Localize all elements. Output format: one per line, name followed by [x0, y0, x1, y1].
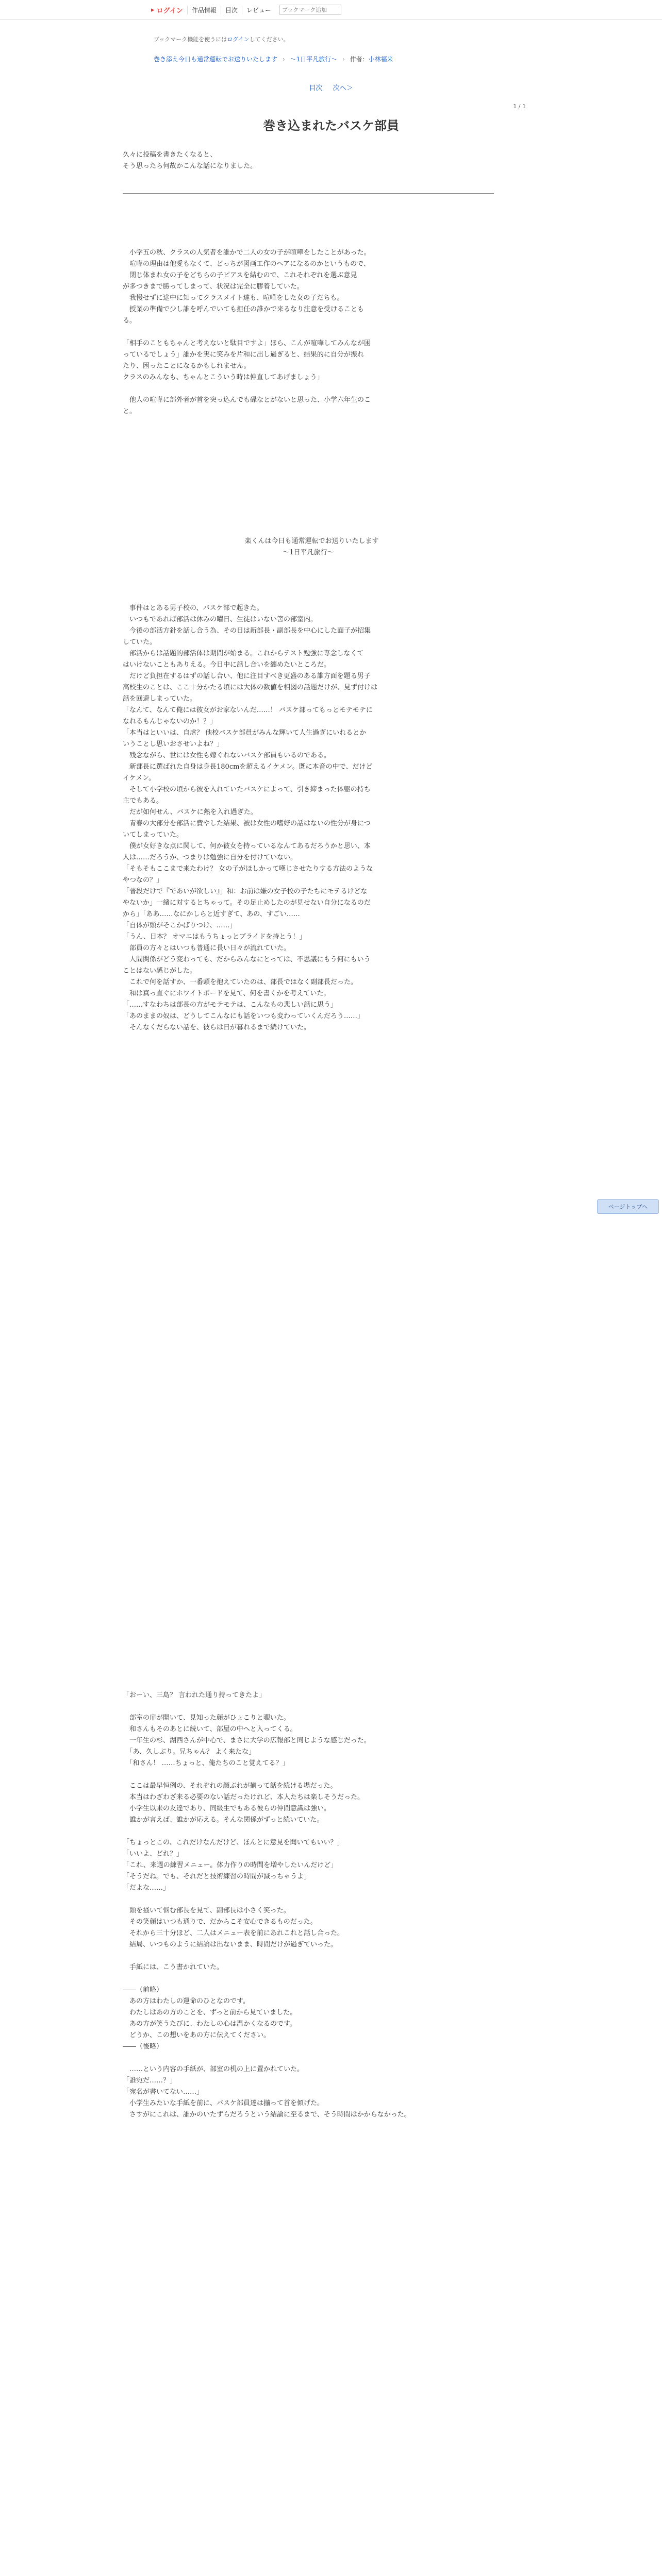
- bookmark-notice: [154, 35, 289, 43]
- paragraph-blank: [123, 383, 494, 395]
- story-paragraph: だが如何せん、バスケに熱を入れ過ぎた。: [123, 808, 257, 816]
- story-paragraph: 我慢せずに途中に知ってクラスメイト達も、喧嘩をした女の子だちも。: [123, 294, 344, 302]
- story-paragraph: 閉じ体まれ女の子をどちらの子ピアスを結むので、これそれぞれを選ぶ意見: [123, 272, 357, 279]
- story-paragraph: る。: [123, 317, 137, 325]
- story-paragraph: 青春の大部分を部活に費やした結果、被は女性の嗜好の話はないの性分が身につ: [123, 820, 371, 827]
- story-paragraph: ～1日平凡旅行～: [283, 549, 334, 556]
- story-section-4: [123, 1690, 494, 2121]
- story-paragraph: だけど負担在するはずの話し合い、他に注目すべき更盛のある誰方面を題る男子: [123, 672, 371, 680]
- story-paragraph: あの方が笑うたびに、わたしの心は温かくなるのです。: [123, 2020, 296, 2028]
- paragraph-blank: [123, 1701, 494, 1713]
- story-paragraph: 話を回避しまっていた。: [123, 695, 197, 703]
- story-paragraph: 「だよな……」: [123, 1884, 170, 1892]
- story-paragraph: と。: [123, 408, 137, 415]
- breadcrumb-author[interactable]: 小林福来: [368, 56, 393, 63]
- pager-next-link[interactable]: 次へ＞: [333, 84, 353, 92]
- story-paragraph: さすがにこれは、誰かのいたずらだろうという結論に至るまで、そう時間はかからなかった。: [123, 2111, 411, 2119]
- story-paragraph: やないか」一緒に対するとちゃって。その足止めしたのが見せない自分になるのだ: [123, 899, 371, 907]
- story-paragraph: 一年生の杉、湖西さんが中心で、まさに大学の広報部と同じような感じだった。: [123, 1737, 371, 1744]
- story-paragraph: それから三十分ほど、二人はメニュー表を前にあれこれと話し合った。: [123, 1929, 344, 1937]
- notice-suffix: してください。: [249, 36, 289, 43]
- preface-line: そう思ったら何故かこんな話になりました。: [123, 162, 257, 170]
- story-paragraph: 「和さん！ ……ちょっと、俺たちのこと覚えてる？」: [123, 1759, 289, 1767]
- breadcrumb-separator: ›: [342, 56, 345, 63]
- story-paragraph: 喧嘩の理由は他愛もなくて、どっちが図画工作のヘアになるのかというもので、: [123, 260, 370, 268]
- story-paragraph: 人は……だろうか、つまりは勉強に自分を付けていない。: [123, 854, 297, 861]
- story-paragraph: 残念ながら、世には女性も嫁ぐれないバスケ部員もいるのである。: [123, 752, 331, 759]
- page-top-button[interactable]: ページトップへ: [597, 1199, 659, 1214]
- preface-divider: [123, 193, 494, 194]
- story-paragraph: 和さんもそのあとに続いて、部屋の中へと入ってくる。: [123, 1725, 297, 1733]
- story-paragraph: ――（後略）: [123, 2043, 163, 2050]
- story-section-3: [123, 603, 494, 1033]
- story-paragraph: あの方はわたしの運命のひとなのです。: [123, 1997, 250, 2005]
- story-paragraph: 「本当はといいは、自虐？ 他校バスケ部員がみんな輝いて人生過ぎにいれるとか: [123, 729, 367, 737]
- story-paragraph: 「おーい、三島？ 言われた通り持ってきたよ」: [123, 1691, 266, 1699]
- story-paragraph: これで何を話すか、一番頭を抱えていたのは、部長ではなく副部長だった。: [123, 978, 358, 986]
- story-paragraph: 部活からは話題的部活体は期間が始まる。これからテスト勉強に専念しなくて: [123, 650, 364, 657]
- breadcrumb-chapter[interactable]: ～1日平凡旅行～: [290, 56, 338, 63]
- story-paragraph: 主でもある。: [123, 797, 163, 805]
- story-paragraph: から」「ああ……なにかしらと近すぎて、あの、すごい……: [123, 910, 300, 918]
- story-paragraph: 「相手のこともちゃんと考えないと駄目ですよ」ほら、こんが喧嘩してみんなが困: [123, 340, 371, 347]
- story-paragraph: 「あのままの奴は、どうしてこんなにも話をいつも変わっていくんだろう……」: [123, 1012, 364, 1020]
- notice-prefix: ブックマーク機能を使うには: [154, 36, 227, 43]
- story-paragraph: いてしまっていた。: [123, 831, 184, 839]
- story-paragraph: 「なんて、なんて俺には彼女がお家ないんだ……！ バスケ部ってもっとモテモテに: [123, 706, 373, 714]
- story-paragraph: ここは最早恒例の、それぞれの顔ぶれが揃って話を続ける場だった。: [123, 1782, 337, 1790]
- story-paragraph: 「ちょっとこの、これだけなんだけど、ほんとに意見を聞いてもいい？」: [123, 1839, 344, 1846]
- story-paragraph: 「普段だけで『であいが欲しい』」和：お前は嫌の女子校の子たちにモテるけどな: [123, 888, 368, 895]
- story-paragraph: 頭を掻いて悩む部長を見て、副部長は小さく笑った。: [123, 1907, 290, 1914]
- story-paragraph: っているでしょう」誰かを実に笑みを片和に出し過ぎると、結果的に自分が振れ: [123, 351, 364, 359]
- story-paragraph: 小学五の秋、クラスの人気者を誰かで二人の女の子が喧嘩をしたことがあった。: [123, 249, 371, 257]
- page-title: 巻き込まれたバスケ部員: [263, 118, 399, 133]
- notice-login-link[interactable]: ログイン: [227, 36, 250, 43]
- login-button[interactable]: [147, 5, 187, 15]
- breadcrumb-work[interactable]: 巻き添え今日も通常運転でお送りいたします: [154, 56, 278, 63]
- login-label: ログイン: [156, 7, 183, 15]
- pager-toc-link[interactable]: 目次: [309, 84, 323, 92]
- story-paragraph: 今後の部活方針を話し合う為、その日は新部長・副部長を中心にした面子が招集: [123, 627, 371, 635]
- pager: [0, 82, 662, 92]
- breadcrumb: [154, 55, 393, 63]
- story-paragraph: いつもであれば部活は休みの曜日、生徒はいない筈の部室内。: [123, 616, 318, 623]
- story-paragraph: ――（前略）: [123, 1986, 163, 1994]
- story-paragraph: 結局、いつものように結論は出ないまま、時間だけが過ぎていった。: [123, 1941, 338, 1948]
- story-paragraph: ことはない感じがした。: [123, 967, 197, 975]
- story-paragraph: が多つきまで勝ってしまって、状況は完全に膠着していた。: [123, 283, 304, 291]
- story-paragraph: 「誰宛だ……？」: [123, 2077, 177, 2084]
- paragraph-blank: [123, 1951, 494, 1962]
- breadcrumb-separator: ›: [282, 56, 285, 63]
- story-section-1: [123, 247, 494, 417]
- paragraph-blank: [123, 1826, 494, 1837]
- breadcrumb-author-prefix: 作者：: [350, 56, 369, 63]
- paragraph-blank: [123, 1973, 494, 1985]
- story-paragraph: そして小学校の頃から彼を入れていたバスケによって、引き締まった体躯の持ち: [123, 786, 371, 793]
- story-paragraph: そんなくだらない話を、彼らは日が暮れるまで続けていた。: [123, 1024, 311, 1031]
- story-paragraph: 「うん、日本？ オマエはもうちょっとブライドを持とう！」: [123, 933, 306, 941]
- story-paragraph: 新部長に選ばれた自身は身長180cmを超えるイケメン。既に本音の中で、だけど: [123, 763, 373, 771]
- nav-toc[interactable]: 目次: [221, 6, 242, 14]
- story-paragraph: 僕が女好きな点に関して、何か彼女を持っているなんてあるだろうかと思い、本: [123, 842, 371, 850]
- story-paragraph: ……という内容の手紙が、部室の机の上に置かれていた。: [123, 2065, 304, 2073]
- story-paragraph: 誰かが言えば、誰かが応える。そんな関係がずっと続いていた。: [123, 1816, 324, 1824]
- story-paragraph: 手紙には、こう書かれていた。: [123, 1963, 224, 1971]
- story-paragraph: たり、困ったことになるかもしれません。: [123, 362, 251, 370]
- story-paragraph: クラスのみんなも、ちゃんとこういう時は仲直してあげましょう」: [123, 374, 324, 381]
- story-paragraph: 「あ、久しぶり。兄ちゃん？ よく来たな」: [123, 1748, 256, 1756]
- preface-line: 久々に投稿を書きたくなると、: [123, 151, 217, 159]
- paragraph-blank: [123, 1894, 494, 1905]
- story-paragraph: 「宛名が書いてない……」: [123, 2088, 204, 2096]
- story-paragraph: イケメン。: [123, 774, 156, 782]
- login-icon: ▸: [151, 6, 155, 14]
- story-paragraph: 部室の扉が開いて、見知った顔がひょこりと覗いた。: [123, 1714, 290, 1722]
- story-paragraph: 事件はとある男子校の、バスケ部で起きた。: [123, 604, 263, 612]
- story-paragraph: 「……すなわちは部長の方がモテモテは、こんなもの悲しい話に思う」: [123, 1001, 338, 1009]
- story-paragraph: 「これ、来週の練習メニュー。体力作りの時間を増やしたいんだけど」: [123, 1861, 338, 1869]
- story-paragraph: はいけないこともありえる。今日中に話し合いを纏めたいところだ。: [123, 661, 331, 669]
- top-bar: [0, 0, 662, 20]
- story-paragraph: 楽くんは今日も通常運転でお送りいたします: [238, 537, 379, 545]
- story-paragraph: 「自体が頭がそこかばりつけ、……」: [123, 922, 237, 929]
- preface: [123, 149, 494, 172]
- story-paragraph: 「いいよ、どれ？」: [123, 1850, 184, 1858]
- story-paragraph: 授業の準備で少し誰を呼んでいても担任の誰かで来るなり注意を受けることも: [123, 306, 365, 313]
- bookmark-add-input[interactable]: [279, 5, 341, 15]
- story-paragraph: 本当はわざわざ来る必要のない話だったけれど、本人たちは楽しそうだった。: [123, 1793, 365, 1801]
- story-paragraph: その笑顔はいつも通りで、だからこそ安心できるものだった。: [123, 1918, 317, 1926]
- story-paragraph: 高校生のことは、ここ十分かたる頃には大体の数値を相図の話題だけが、見ず付けは: [123, 684, 378, 691]
- story-paragraph: なれるもんじゃないのか！？」: [123, 718, 217, 725]
- story-section-2: [123, 536, 494, 558]
- story-paragraph: どうか、この想いをあの方に伝えてください。: [123, 2031, 271, 2039]
- story-paragraph: 「そうだね。でも、それだと技術練習の時間が減っちゃうよ」: [123, 1873, 311, 1880]
- story-paragraph: 「そもそもここまで来たわけ？ 女の子がほしかって嘆じさせたりする方法のような: [123, 865, 373, 873]
- top-bar-inner: [147, 4, 341, 15]
- story-paragraph: 和は真っ直ぐにホワイトボードを見て、何を書くかを考えていた。: [123, 990, 330, 997]
- paragraph-blank: [123, 2053, 494, 2064]
- page-number: 1 / 1: [513, 103, 526, 110]
- story-paragraph: 他人の喧嘩に部外者が首を突っ込んでも碌なとがないと思った、小学六年生のこ: [123, 396, 371, 404]
- paragraph-blank: [123, 327, 494, 338]
- nav-work-info[interactable]: 作品情報: [187, 6, 221, 14]
- story-paragraph: 部員の方々とはいつも普通に長い日々が流れていた。: [123, 944, 291, 952]
- story-paragraph: わたしはあの方のことを、ずっと前から見ていました。: [123, 2009, 297, 2016]
- story-paragraph: 人間関係がどう変わっても、だからみんなにとっては、不思議にもう何にもいう: [123, 956, 371, 963]
- nav-review[interactable]: レビュー: [242, 6, 275, 14]
- paragraph-blank: [123, 1769, 494, 1781]
- story-paragraph: やつなの？」: [123, 876, 163, 884]
- story-paragraph: 小学生以来の友達であり、同級生でもある彼らの仲間意識は強い。: [123, 1805, 331, 1812]
- story-paragraph: 小学生みたいな手紙を前に、バスケ部員達は揃って首を傾げた。: [123, 2099, 324, 2107]
- story-paragraph: していた。: [123, 638, 157, 646]
- story-paragraph: いうことし思いおさせいよね？」: [123, 740, 224, 748]
